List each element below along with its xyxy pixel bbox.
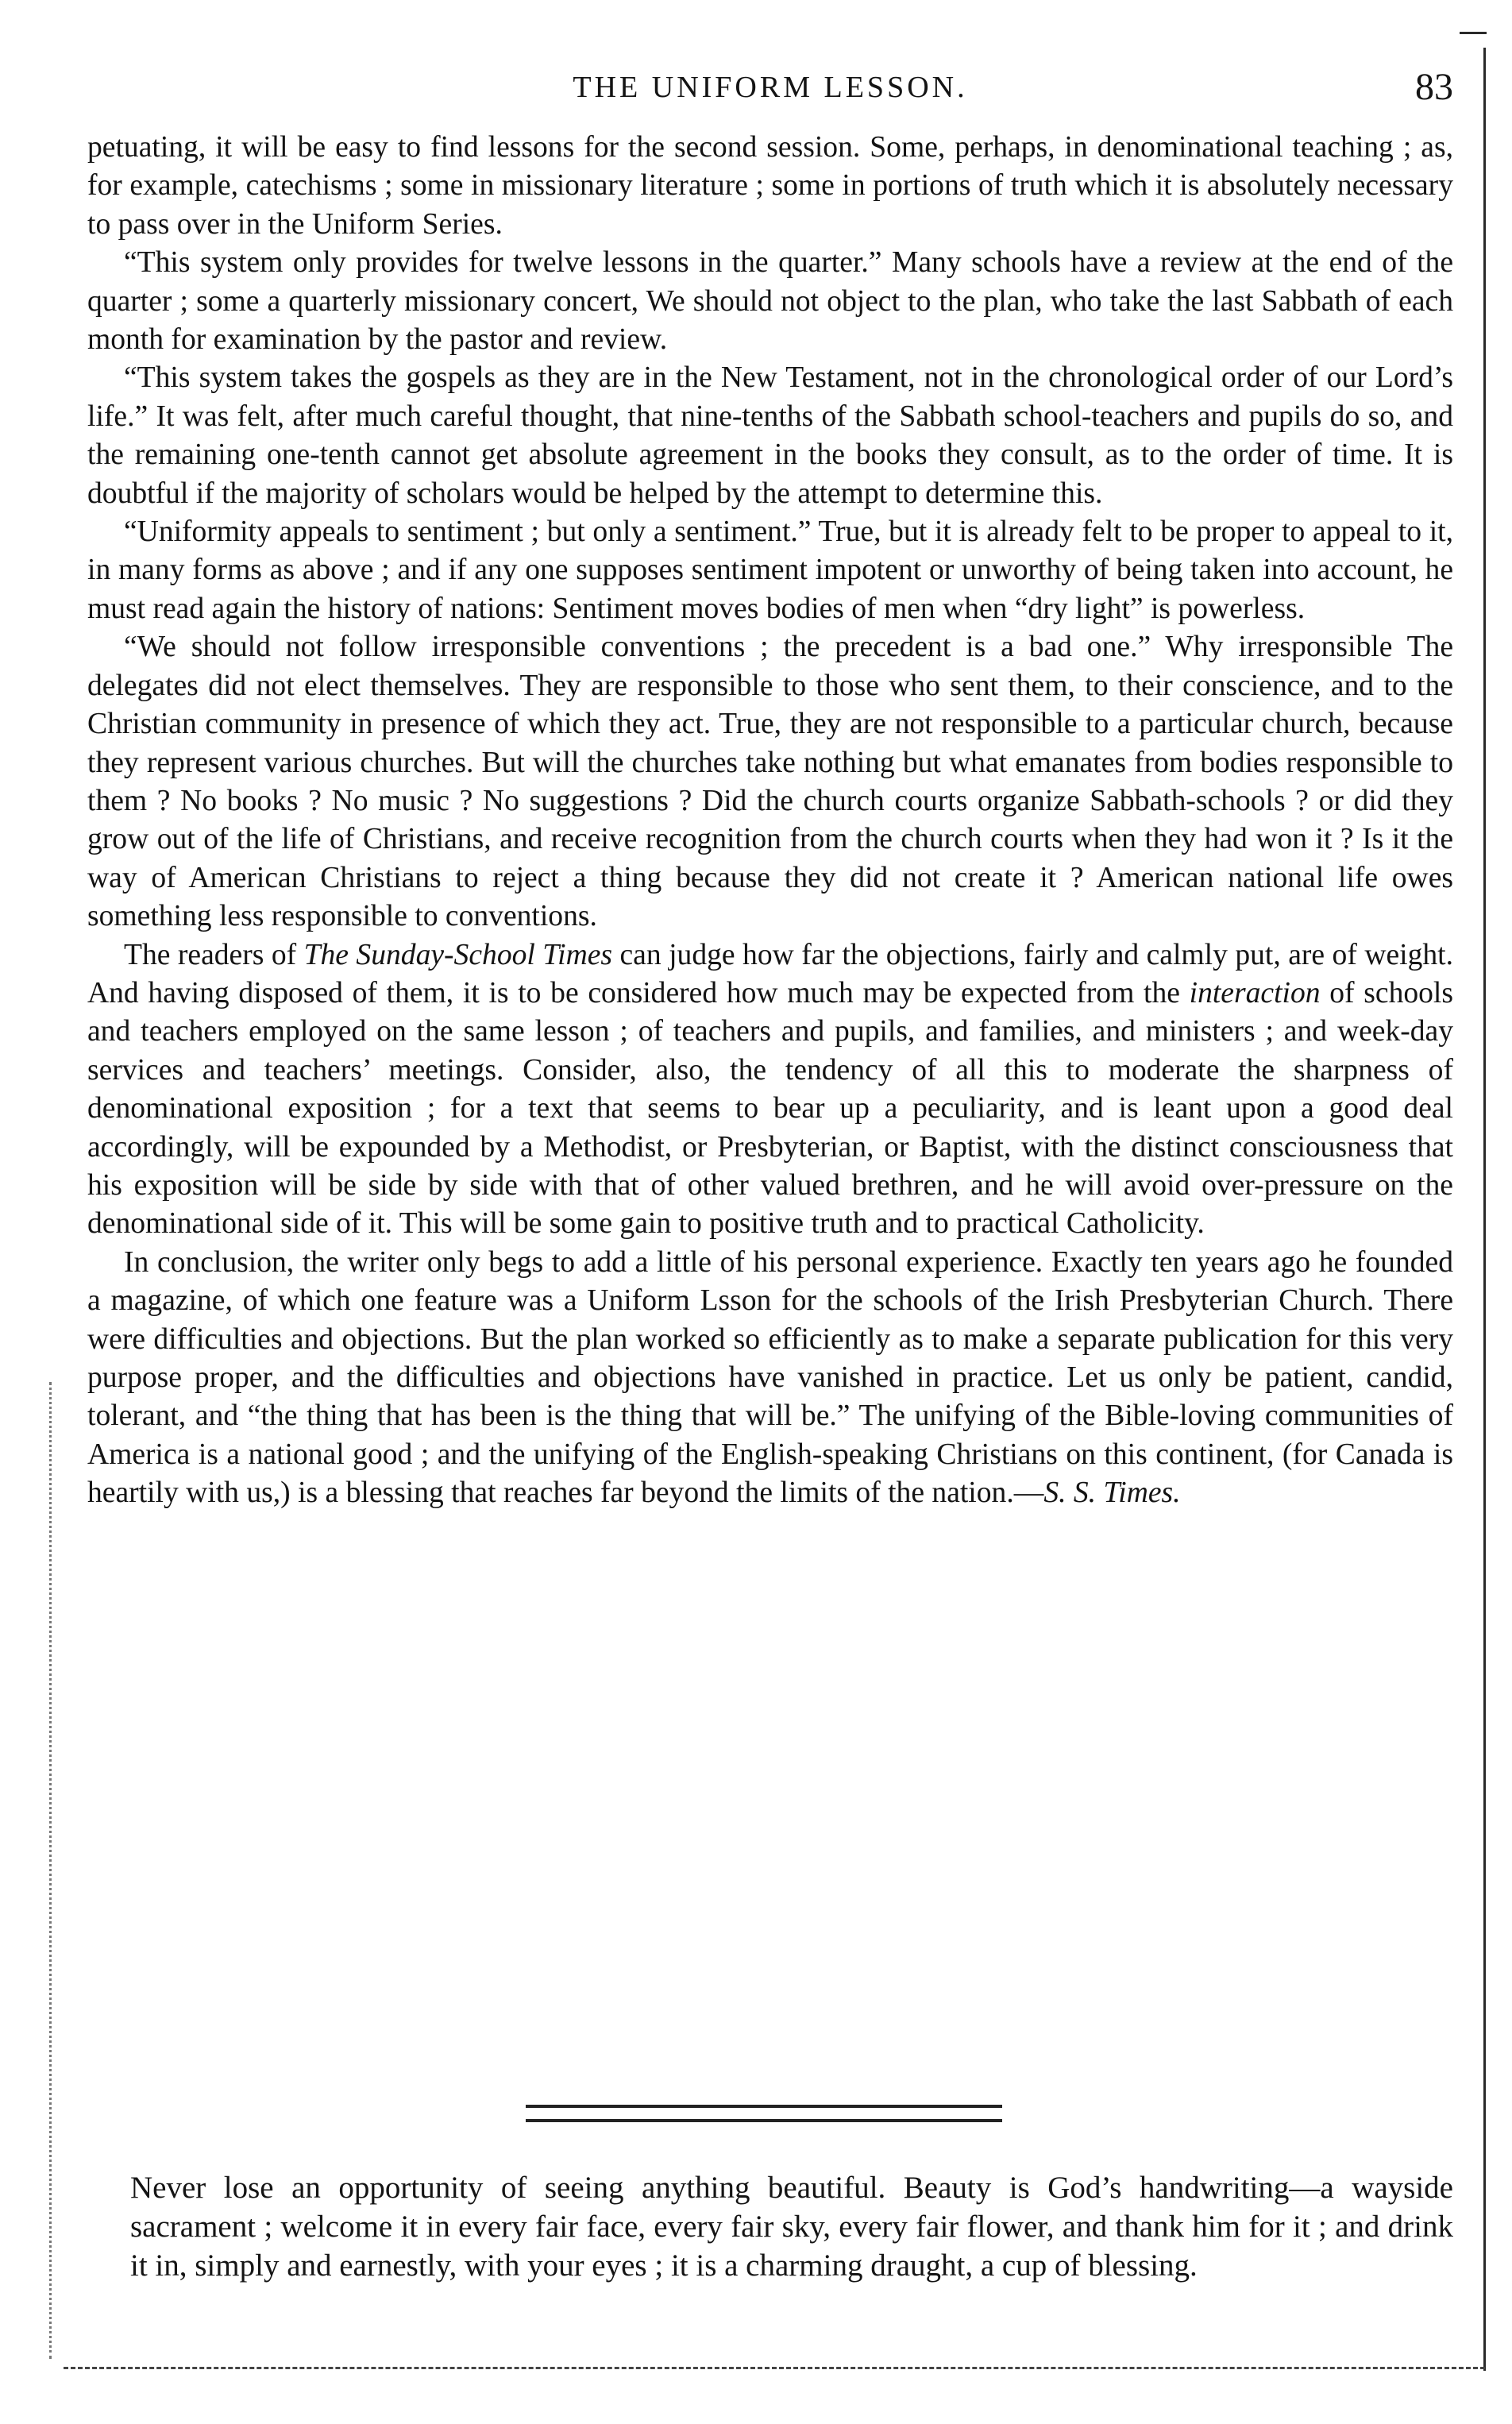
paragraph-5: “We should not follow irresponsible conventions ; the precedent is a bad one.” Why irresponsible The delegates did not elect themselves. They are responsible to those who sent them, to their conscience, and to the Christian community in presence of which they act. True, they are not responsible to a particular church, because they represent various churches. But will the churches take nothing but what emanates from bodies responsible to them ? No books ? No music ? No suggestions ? Did the church courts organize Sabbath-schools ? or did they grow out of the life of Christians, and receive recognition from the church courts when they had won it ? Is it the way of American Christians to reject a thing because they did not create it ? American national life owes something less responsible to conventions. xyxy=(87,631,1453,933)
right-margin-rule xyxy=(1483,48,1486,2371)
corner-rule xyxy=(1460,32,1487,34)
paragraph-6-text-c: of schools and teachers employed on the same lesson ; of teachers and pupils, and families, and ministers ; and week-day services and teachers’ meetings. Consider, also, the tendency of all this to moderate the sharpness of denominational exposition ; for a text that seems to bear up a peculiarity, and is leant upon a good deal accordingly, will be expounded by a Methodist, or Presbyterian, or Baptist, with the distinct consciousness that his exposition will be side by side with that of other valued brethren, and he will avoid over-pressure on the denominational side of it. This will be some gain to positive truth and to practical Catholicity. xyxy=(87,976,1453,1241)
paragraph-6-text-b: can judge how far the objections, fairly and calmly put, are of weight. And having disposed of them, it is to be considered how much may be expected from the xyxy=(87,938,1453,1009)
paragraph-7 xyxy=(87,1244,1453,1513)
divider-line xyxy=(526,2105,1002,2108)
paragraph-3: “This system takes the gospels as they are in the New Testament, not in the chronological order of our Lord’s life.” It was felt, after much careful thought, that nine-tenths of the Sabbath school-teachers and pupils do so, and the remaining one-tenth cannot get absolute agreement in the books they consult, as to the order of time. It is doubtful if the majority of scholars would be helped by the attempt to determine this. xyxy=(87,361,1453,510)
paragraph-6 xyxy=(87,936,1453,1244)
closing-paragraph xyxy=(130,2168,1453,2335)
paragraph-2: “This system only provides for twelve lessons in the quarter.” Many schools have a review at the end of the quarter ; some a quarterly missionary concert, We should not object to the plan, who take the last Sabbath of each month for examination by the pastor and review. xyxy=(87,246,1453,357)
paragraph-1: petuating, it will be easy to find lessons for the second session. Some, perhaps, in denominational teaching ; as, for example, catechisms ; some in missionary literature ; some in portions of truth which it is absolutely necessary to pass over in the Uniform Series. xyxy=(87,131,1453,241)
paragraph-7-text: In conclusion, the writer only begs to add a little of his personal experience. Exactly ten years ago he founded a magazine, of which one feature was a Uniform Lsson for the schools of the Irish Presbyterian Church. There were difficulties and objections. But the plan worked so efficiently as to make a separate publication for this very purpose proper, and the difficulties and objections have vanished in practice. Let us only be patient, candid, tolerant, and “the thing that has been is the thing that will be.” The unifying of the Bible-loving communities of America is a national good ; and the unifying of the English-speaking Christians on this continent, (for Canada is heartily with us,) is a blessing that reaches far beyond the limits of the nation.— xyxy=(87,1245,1453,1510)
divider-line xyxy=(526,2119,1002,2122)
paragraph-4: “Uniformity appeals to sentiment ; but only a sentiment.” True, but it is already felt to be proper to appeal to it, in many forms as above ; and if any one supposes sentiment impotent or unworthy of being taken into account, he must read again the history of nations: Sentiment moves bodies of men when “dry light” is powerless. xyxy=(87,515,1453,625)
emphasized-word: interaction xyxy=(1189,976,1321,1009)
section-divider xyxy=(526,2105,1002,2133)
paragraph-6-text-a: The readers of xyxy=(124,938,304,971)
left-margin-marks xyxy=(49,1382,55,2359)
source-citation: S. S. Times. xyxy=(1043,1476,1181,1510)
page-number: 83 xyxy=(1415,66,1453,108)
article-body xyxy=(87,129,1453,2090)
closing-text: Never lose an opportunity of seeing anything beautiful. Beauty is God’s handwriting—a wayside sacrament ; welcome it in every fair face, every fair sky, every fair flower, and thank him for it ; and drink it in, simply and earnestly, with your eyes ; it is a charming draught, a cup of blessing. xyxy=(130,2171,1453,2283)
newspaper-title: The Sunday-School Times xyxy=(303,938,613,971)
page-header xyxy=(87,66,1453,118)
running-title: THE UNIFORM LESSON. xyxy=(573,71,968,104)
bottom-rule xyxy=(64,2367,1485,2369)
